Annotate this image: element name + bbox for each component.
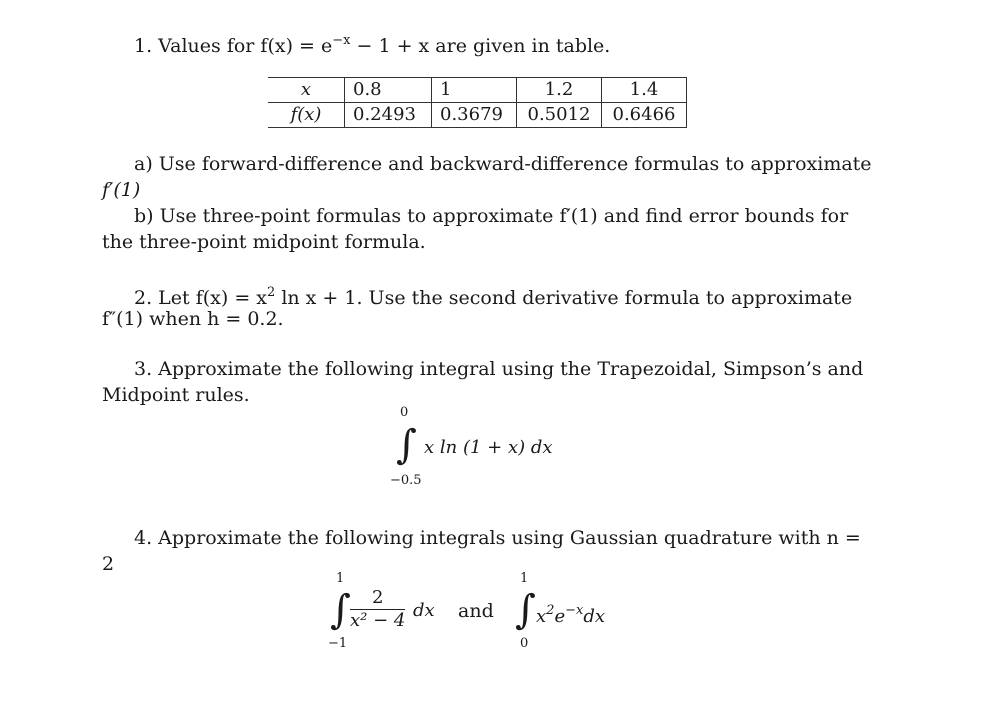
int2-lower-limit: 0 [520, 636, 529, 651]
integral-sign: ∫ [515, 587, 536, 633]
int2-upper-limit: 1 [520, 571, 529, 586]
table-row [268, 103, 687, 128]
q3-integrand: x ln (1 + x) dx [424, 437, 553, 458]
table-cell: 0.3679 [432, 103, 517, 128]
int1-dx: dx [413, 600, 435, 621]
q3-lower-limit: −0.5 [390, 473, 422, 488]
values-table [268, 77, 687, 128]
q1-part-b-line1: b) Use three-point formulas to approximate f′(1) and find error bounds for [134, 205, 849, 227]
int1-lower-limit: −1 [328, 636, 348, 651]
integral-sign: ∫ [330, 587, 351, 633]
int1-fraction [350, 587, 405, 632]
table-cell: 1 [432, 78, 517, 103]
q1-intro: 1. Values for $f(x) = e^{-x} - 1 + x$ are given in table. [134, 33, 611, 57]
q2-line2: f″(1) when h = 0.2. [102, 308, 284, 330]
table-cell: 1.4 [602, 78, 687, 103]
q1-part-a-line2: f′(1) [102, 179, 141, 201]
table-cell: f(x) [268, 103, 345, 128]
q3-upper-limit: 0 [400, 405, 409, 420]
table-cell: 1.2 [517, 78, 602, 103]
q1-part-b-line2: the three-point midpoint formula. [102, 231, 426, 253]
q1-part-a-line1: a) Use forward-difference and backward-difference formulas to approximate [134, 153, 872, 175]
int1-upper-limit: 1 [336, 571, 345, 586]
table-cell: 0.8 [345, 78, 432, 103]
table-cell: 0.2493 [345, 103, 432, 128]
q3-line1: 3. Approximate the following integral using the Trapezoidal, Simpson’s and [134, 358, 864, 380]
and-text: and [458, 600, 494, 622]
table-row [268, 78, 687, 103]
q3-line2: Midpoint rules. [102, 384, 250, 406]
q4-line1: 4. Approximate the following integrals using Gaussian quadrature with n = [134, 527, 861, 549]
table-cell: x [268, 78, 345, 103]
int1-numerator: 2 [350, 587, 405, 610]
table-cell: 0.6466 [602, 103, 687, 128]
q4-line2: 2 [102, 553, 115, 575]
q2-line1: 2. Let $f(x) = x^2$ ln x + 1. Use the second derivative formula to approximate [134, 285, 853, 309]
int2-integrand: $x^2e^{-x}dx$ [536, 603, 606, 627]
int1-denominator: x² − 4 [350, 610, 406, 631]
integral-sign: ∫ [396, 422, 417, 468]
table-cell: 0.5012 [517, 103, 602, 128]
